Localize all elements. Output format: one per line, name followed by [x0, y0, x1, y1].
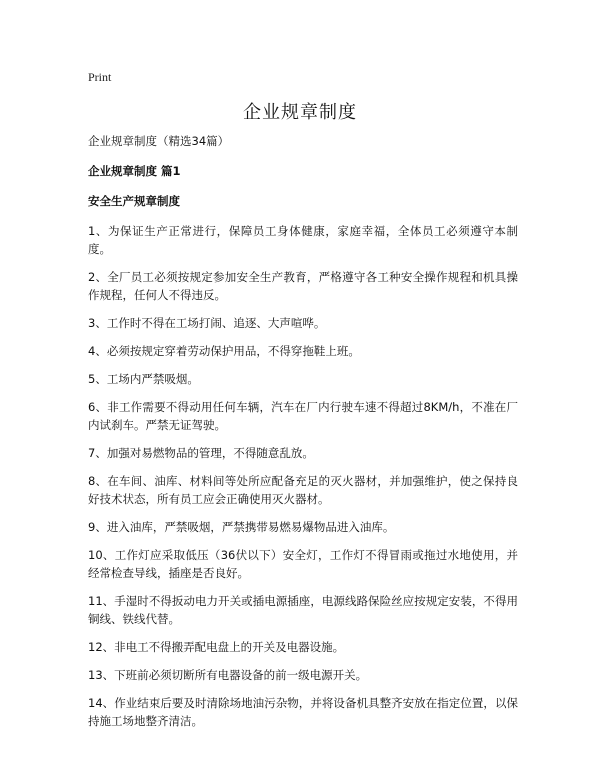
- rule-item-8: 8、在车间、油库、材料间等处所应配备充足的灭火器材，并加强维护，使之保持良好技术状态，所有员工应会正确使用灭火器材。: [88, 474, 518, 506]
- rule-item-2: 2、全厂员工必须按规定参加安全生产教育，严格遵守各工种安全操作规程和机具操作规程，任何人不得违反。: [88, 270, 518, 302]
- document-subtitle: 企业规章制度（精选34篇）: [88, 134, 230, 148]
- rule-item-6: 6、非工作需要不得动用任何车辆，汽车在厂内行驶车速不得超过8KM/h，不准在厂内试刹车。严禁无证驾驶。: [88, 400, 518, 432]
- section-heading: 企业规章制度 篇1: [88, 164, 181, 178]
- sub-heading: 安全生产规章制度: [88, 194, 180, 208]
- rule-item-12: 12、非电工不得搬弄配电盘上的开关及电器设施。: [88, 640, 345, 654]
- rule-item-14: 14、作业结束后要及时清除场地油污杂物，并将设备机具整齐安放在指定位置，以保持施工场地整齐清洁。: [88, 696, 518, 728]
- rule-item-4: 4、必须按规定穿着劳动保护用品，不得穿拖鞋上班。: [88, 344, 360, 358]
- rule-item-7: 7、加强对易燃物品的管理，不得随意乱放。: [88, 446, 314, 460]
- document-body: [88, 132, 518, 740]
- rule-item-9: 9、进入油库，严禁吸烟，严禁携带易燃易爆物品进入油库。: [88, 520, 395, 534]
- rule-item-5: 5、工场内严禁吸烟。: [88, 372, 199, 386]
- rule-item-3: 3、工作时不得在工场打闹、追逐、大声喧哗。: [88, 316, 326, 330]
- rule-item-10: 10、工作灯应采取低压（36伏以下）安全灯，工作灯不得冒雨或拖过水地使用，并经常检查导线，插座是否良好。: [88, 548, 518, 580]
- print-label: Print: [88, 70, 112, 84]
- rule-item-11: 11、手湿时不得扳动电力开关或插电源插座，电源线路保险丝应按规定安装，不得用铜线、铁线代替。: [88, 594, 518, 626]
- rule-item-13: 13、下班前必须切断所有电器设备的前一级电源开关。: [88, 668, 368, 682]
- page-title: 企业规章制度: [243, 102, 357, 123]
- rule-item-1: 1、为保证生产正常进行，保障员工身体健康，家庭幸福，全体员工必须遵守本制度。: [88, 224, 518, 256]
